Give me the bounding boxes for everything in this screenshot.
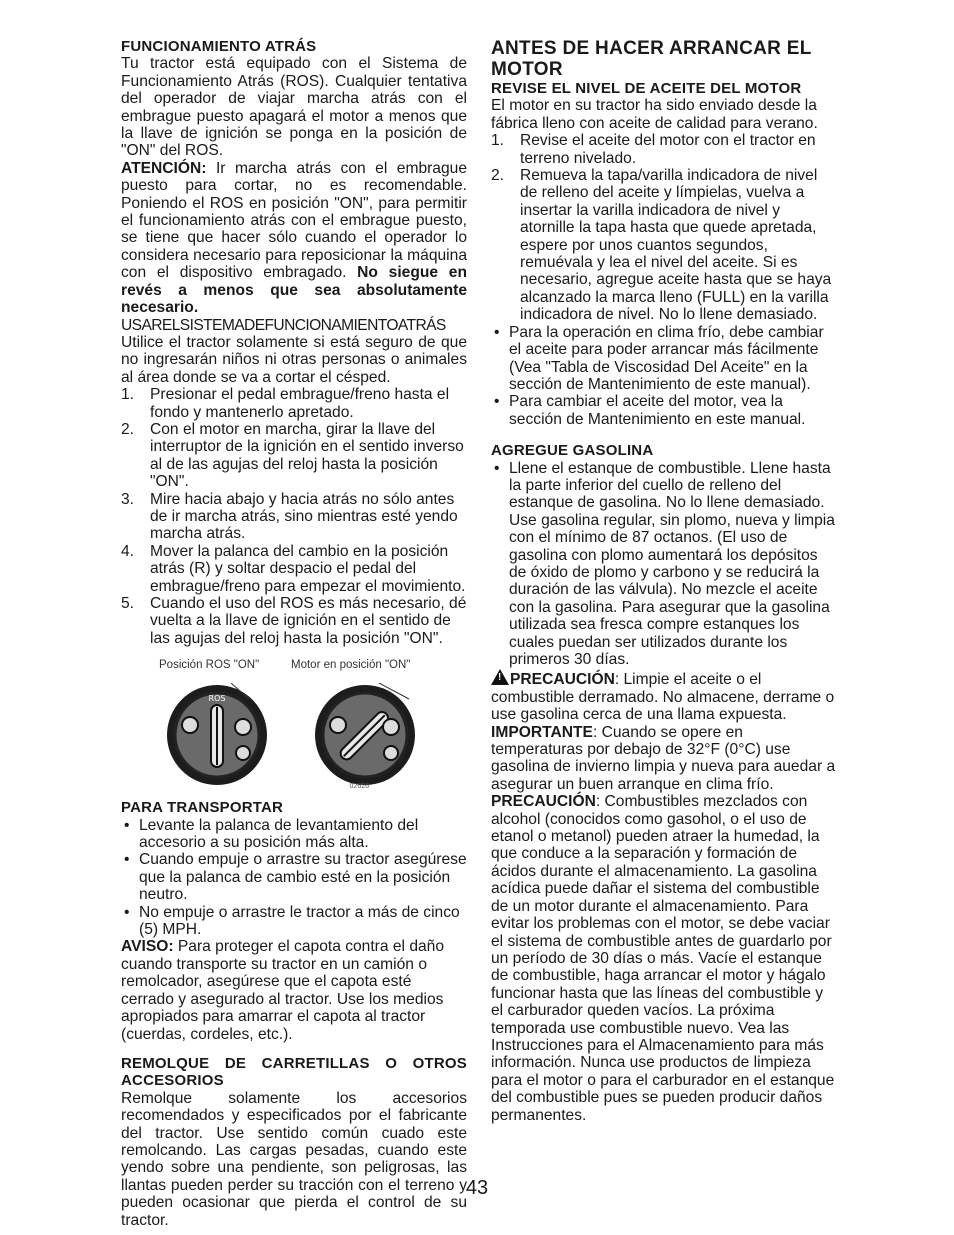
- list-item: • Llene el estanque de combustible. Llene hasta la parte inferior del cuello de relleno del estanque de gasolina. No lo llene demasiado. Use gasolina regular, sin plomo, nueva y limpia con el mínimo de 87 octanos. (El uso de gasolina con plomo aumentará los depósitos de óxido de plomo y carbono y se reducirá la duración de las válvula). No mezcle el aceite con la gasolina. Para asegurar que la gasolina utilizada sea fresca compre estanques los cuales puedan ser utilizados durante los primeros 30 días.: [494, 459, 835, 668]
- list-item: • Para la operación en clima frío, debe cambiar el aceite para poder arrancar más fácilmente (Vea "Tabla de Viscosidad Del Aceite" en la sección de Mantenimiento de este manual).: [494, 323, 824, 393]
- aviso-label: AVISO:: [121, 938, 174, 956]
- precaucion-label-2: PRECAUCIÓN: [491, 793, 596, 811]
- list-item: 1. Presionar el pedal embrague/freno hasta el fondo y mantenerlo apretado.: [121, 386, 450, 421]
- precaucion-paragraph-1: ! PRECAUCIÓN: Limpie el aceite o el combustible derramado. No almacene, derrame o use gasolina cerca de una llama expuesta.: [491, 671, 835, 724]
- figure-caption-motor: Motor en posición "ON": [291, 659, 411, 672]
- tow-heading: REMOLQUE DE CARRETILLAS O OTROS ACCESORIOS: [121, 1054, 467, 1090]
- ros-heading: FUNCIONAMIENTO ATRÁS: [121, 38, 317, 55]
- ignition-figure: [121, 661, 467, 791]
- ros-intro: Tu tractor está equipado con el Sistema de Funcionamiento Atrás (ROS). Cualquier tentativa del operador de viajar marcha atrás con el embrague puesto apagará el motor a menos que la llave de ignición se ponga en la posición de "ON" del ROS.: [121, 55, 467, 160]
- oil-bullets: [491, 324, 836, 428]
- list-item: • Levante la palanca de levantamiento del accesorio a su posición más alta.: [124, 816, 419, 852]
- list-item: 1. Revise el aceite del motor con el tractor en terreno nivelado.: [491, 132, 816, 167]
- tow-paragraph: Remolque solamente los accesorios recomendados y especificados por el fabricante del tractor. Use sentido común cuado este remolcando. Las cargas pesadas, cuando este yendo sobre una pendiente, son peligrosas, las llantas pueden perder su tracción con el terreno y pueden ocasionar que pierda el control de su tractor.: [121, 1089, 467, 1229]
- ignition-switch-motor-icon: [313, 683, 417, 787]
- transport-heading: PARA TRANSPORTAR: [121, 799, 284, 817]
- gas-bullets: [491, 460, 836, 669]
- atencion-bold: No siegue en revés a menos que sea absolutamente necesario.: [121, 264, 467, 317]
- utilice-paragraph: Utilice el tractor solamente si está seguro de que no ingresarán niños ni otras personas o animales al área donde se va a cortar el césped.: [121, 333, 467, 386]
- importante-paragraph: IMPORTANTE: Cuando se opere en temperaturas por debajo de 32°F (0°C) use gasolina de invierno limpia y nueva para auedar a asegurar un buen arranque en clima frío.: [491, 723, 836, 793]
- aviso-paragraph: [121, 938, 467, 1042]
- oil-heading: REVISE EL NIVEL DE ACEITE DEL MOTOR: [491, 80, 802, 97]
- usar-line: USARELSISTEMADEFUNCIONAMIENTOATRÁS: [121, 316, 446, 334]
- list-item: 2. Con el motor en marcha, girar la llave del interruptor de la ignición en el sentido inverso al de las agujas del reloj hasta la posición "ON".: [121, 420, 464, 491]
- list-item: 5. Cuando el uso del ROS es más necesario, dé vuelta a la llave de ignición en el sentido de las agujas del reloj hasta la posición "ON".: [121, 595, 467, 647]
- svg-text:ROS: ROS: [208, 694, 226, 704]
- ros-steps: [121, 386, 467, 647]
- atencion-text: Ir marcha atrás con el embrague puesto para cortar, no es recomendable. Poniendo el ROS en posición "ON", para permitir el funcionamiento atrás con el embrague puesto, se tiene que hacer sólo cuando el operador lo considera necesario para reposicionar la máquina con el dispositivo embragado.: [121, 159, 467, 282]
- transport-list: [121, 817, 467, 939]
- list-item: • No empuje o arrastre le tractor a más de cinco (5) MPH.: [124, 903, 460, 939]
- list-item: • Cuando empuje o arrastre su tractor asegúrese que la palanca de cambio esté en la posición neutro.: [124, 851, 467, 904]
- atencion-paragraph: [121, 160, 467, 317]
- atencion-label: ATENCIÓN:: [121, 159, 207, 177]
- figure-code: 02626: [349, 782, 369, 790]
- warning-icon: !: [491, 669, 509, 685]
- precaucion-label-1: PRECAUCIÓN: [510, 671, 615, 689]
- aviso-text: Para proteger el capota contra el daño cuando transporte su tractor en un camión o remolcador, asegúrese que el capota esté cerrado y asegurado al tractor. Use los medios apropiados para amarrar el capota al tractor (cuerdas, cordeles, etc.).: [121, 938, 445, 1043]
- page-number: 43: [465, 1177, 489, 1199]
- oil-intro: El motor en su tractor ha sido enviado desde la fábrica lleno con aceite de calidad para verano.: [491, 97, 818, 132]
- list-item: 2. Remueva la tapa/varilla indicadora de nivel de relleno del aceite y límpielas, vuelva a insertar la varilla indicadora de nivel y atornille la tapa hasta que quede apretada, espere por unos cuantos segundos, remuévala y lea el nivel del aceite. Si es necesario, agregue aceite hasta que se haya alcanzado la marca lleno (FULL) en la varilla indicadora de nivel. No lo llene demasiado.: [491, 167, 832, 324]
- main-heading: ANTES DE HACER ARRANCAR EL MOTOR: [491, 38, 812, 80]
- importante-label: IMPORTANTE: [491, 723, 593, 741]
- left-column: [121, 38, 467, 1229]
- figure-caption-ros: Posición ROS "ON": [159, 659, 260, 672]
- oil-steps: [491, 132, 836, 323]
- list-item: 3. Mire hacia abajo y hacia atrás no sólo antes de ir marcha atrás, sino mientras esté yendo marcha atrás.: [121, 490, 458, 543]
- precaucion-paragraph-2: PRECAUCIÓN: Combustibles mezclados con alcohol (conocidos como gasohol, o el uso de etanol o metanol) pueden atraer la humedad, la que conduce a la separación y formación de ácidos durante el almacenamiento. La gasolina acídica puede dañar el sistema del combustible de un motor durante el almacenamiento. Para evitar los problemas con el motor, se debe vaciar el sistema de combustible antes de guardarlo por un período de 30 días o más. Vacíe el estanque de combustible, haga arrancar el motor y hágalo funcionar hasta que las líneas del combustible y el carburador queden vacíos. La próxima temporada use combustible nuevo. Vea las Instrucciones para el Almacenamiento para más información. Nunca use productos de limpieza para el motor o para el carburador en el estanque del combustible pues se pueden producir daños permanentes.: [491, 793, 835, 1124]
- right-column: [491, 38, 836, 1124]
- list-item: • Para cambiar el aceite del motor, vea la sección de Mantenimiento en este manual.: [494, 393, 806, 428]
- gas-heading: AGREGUE GASOLINA: [491, 442, 654, 460]
- ignition-switch-ros-icon: [165, 683, 269, 787]
- list-item: 4. Mover la palanca del cambio en la posición atrás (R) y soltar despacio el pedal del embrague/freno para empezar el movimiento.: [121, 542, 466, 595]
